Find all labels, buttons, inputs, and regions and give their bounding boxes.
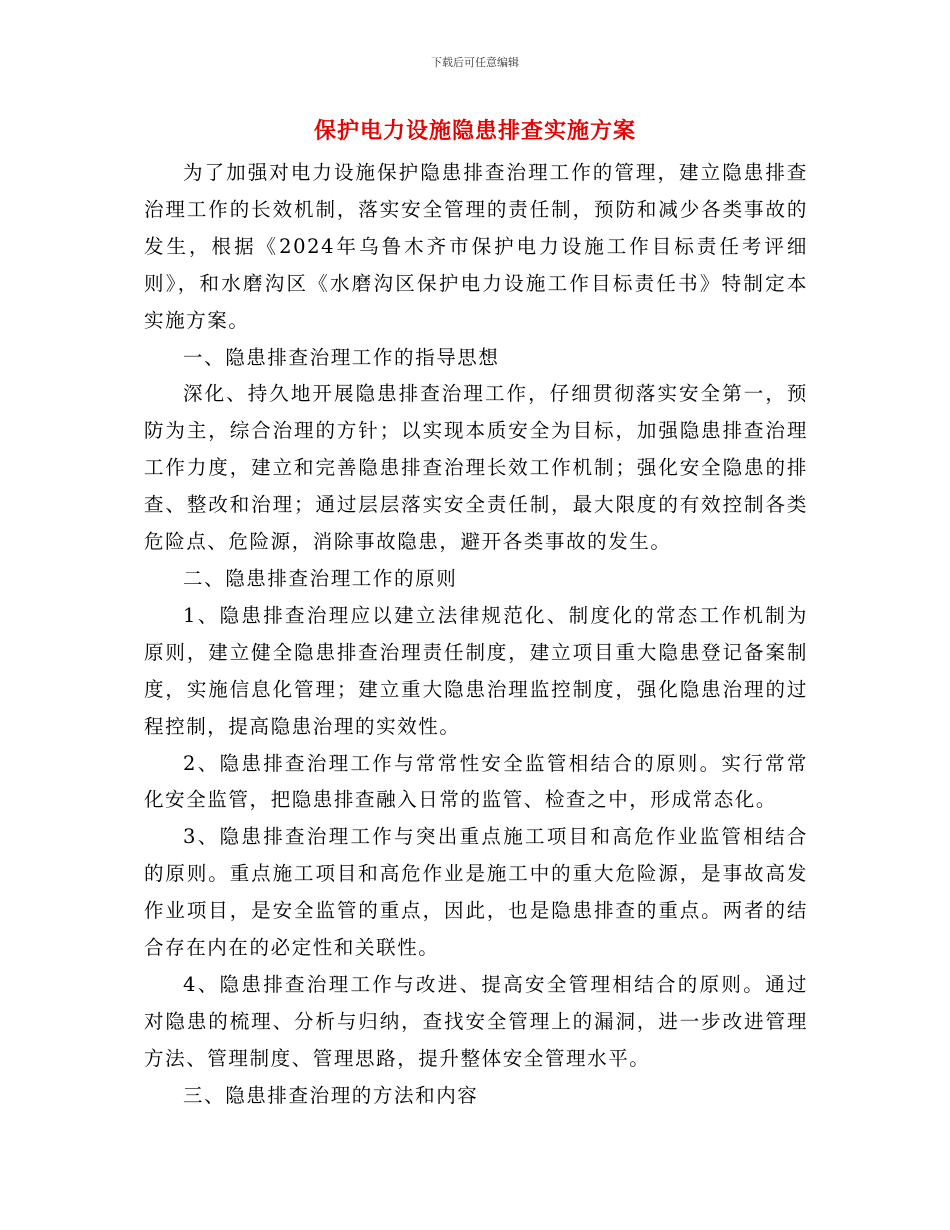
document-title: 保护电力设施隐患排查实施方案 (313, 119, 636, 144)
header-note: 下载后可任意编辑 (431, 56, 519, 69)
section-heading-2: 二、隐患排查治理工作的原则 (183, 566, 458, 590)
section-heading-1: 一、隐患排查治理工作的指导思想 (183, 345, 500, 369)
document-body (144, 155, 808, 1115)
paragraph-principle-1: 1、隐患排查治理应以建立法律规范化、制度化的常态工作机制为原则，建立健全隐患排查治理责任制度，建立项目重大隐患登记备案制度，实施信息化管理；建立重大隐患治理监控制度，强化隐患治理的过程控制，提高隐患治理的实效性。 (144, 603, 808, 738)
paragraph-principle-2: 2、隐患排查治理工作与常常性安全监管相结合的原则。实行常常化安全监管，把隐患排查融入日常的监管、检查之中，形成常态化。 (144, 751, 808, 812)
paragraph-intro: 为了加强对电力设施保护隐患排查治理工作的管理，建立隐患排查治理工作的长效机制，落实安全管理的责任制，预防和减少各类事故的发生，根据《2024年乌鲁木齐市保护电力设施工作目标责任考评细则》，和水磨沟区《水磨沟区保护电力设施工作目标责任书》特制定本实施方案。 (144, 161, 808, 332)
section-heading-3: 三、隐患排查治理的方法和内容 (183, 1083, 479, 1107)
paragraph-principle-4: 4、隐患排查治理工作与改进、提高安全管理相结合的原则。通过对隐患的梳理、分析与归纳，查找安全管理上的漏洞，进一步改进管理方法、管理制度、管理思路，提升整体安全管理水平。 (144, 972, 808, 1070)
paragraph-principle-3: 3、隐患排查治理工作与突出重点施工项目和高危作业监管相结合的原则。重点施工项目和高危作业是施工中的重大危险源，是事故高发作业项目，是安全监管的重点，因此，也是隐患排查的重点。两者的结合存在内在的必定性和关联性。 (144, 825, 808, 960)
paragraph-guiding-thought: 深化、持久地开展隐患排查治理工作，仔细贯彻落实安全第一，预防为主，综合治理的方针；以实现本质安全为目标，加强隐患排查治理工作力度，建立和完善隐患排查治理长效工作机制；强化安全隐患的排查、整改和治理；通过层层落实安全责任制，最大限度的有效控制各类危险点、危险源，消除事故隐患，避开各类事故的发生。 (144, 382, 808, 554)
